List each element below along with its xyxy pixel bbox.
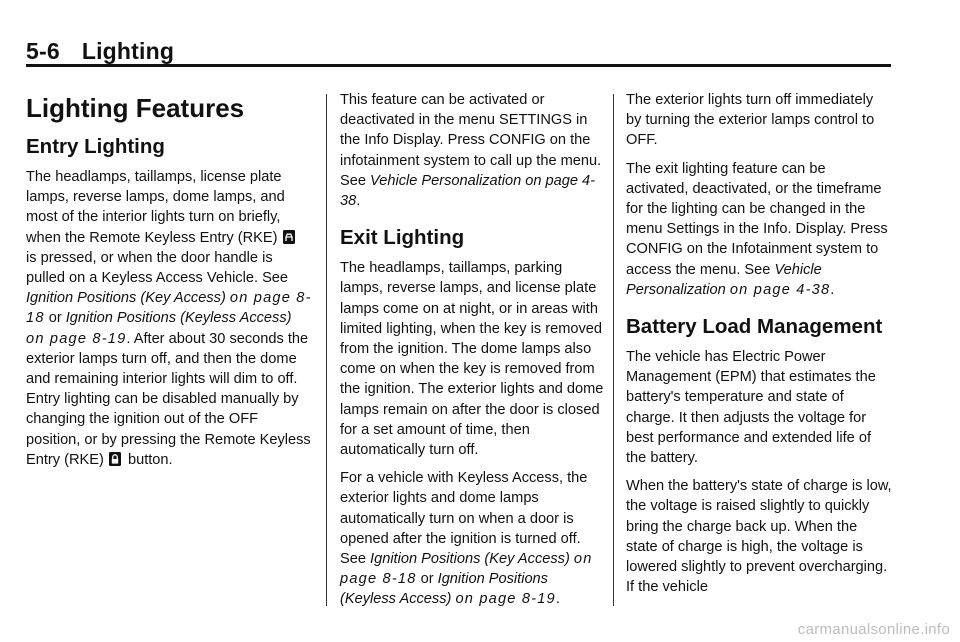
charge-paragraph: When the battery's state of charge is low, the voltage is raised slightly to quickly bring the charge back up. When the state of charge is high, the voltage is lowered slightly to prevent overcharging. If the vehicle [626, 478, 892, 596]
exterior-off-paragraph: The exterior lights turn off immediately by turning the exterior lamps control to OFF. [626, 92, 875, 149]
battery-load-heading: Battery Load Management [626, 315, 883, 339]
epm-paragraph: The vehicle has Electric Power Management (EPM) that estimates the battery's temperature and state of charge. It then adjusts the voltage for best performance and extended life of the battery. [626, 349, 876, 467]
link-page-8-18[interactable]: on page 8-18 [26, 290, 312, 327]
padlock-icon [109, 452, 121, 466]
entry-lighting-paragraph [26, 167, 312, 470]
section-title: Lighting [81, 38, 175, 64]
link-ignition-key-access-2[interactable]: Ignition Positions (Key Access) [370, 551, 570, 568]
period-2: . [555, 591, 560, 608]
period: . [356, 193, 361, 210]
keyless-paragraph [340, 468, 604, 609]
period-3: . [830, 281, 835, 298]
link-page-8-18-2[interactable]: on page 8-18 [340, 551, 593, 588]
link-vehicle-personalization-2[interactable]: Vehicle Personalization [626, 261, 822, 298]
column-2 [340, 86, 604, 618]
link-page-4-38[interactable]: on page 4-38 [729, 281, 831, 298]
exit-feature-text: The exit lighting feature can be activated, deactivated, or the timeframe for the lighting can be changed in the menu Settings in the Info. Display. Press CONFIG on the Infotainment system to access the menu. See [626, 160, 888, 278]
link-ignition-key-access[interactable]: Ignition Positions (Key Access) [26, 290, 226, 307]
link-ignition-keyless-access-2[interactable]: Ignition Positions (Keyless Access) [340, 571, 548, 608]
column-3 [626, 86, 892, 605]
exit-feature-paragraph [626, 159, 892, 300]
link-page-8-19[interactable]: on page 8-19 [26, 330, 127, 347]
exit-lighting-paragraph: The headlamps, taillamps, parking lamps, reverse lamps, and license plate lamps come on at night, or in areas with limited lighting, when the key is removed from the ignition. The dome lamps also come on when the key is removed from the ignition. The exterior lights and dome lamps remain on after the door is closed for a set amount of time, then automatically turn off. [340, 260, 604, 459]
link-page-8-19-2[interactable]: on page 8-19 [455, 591, 556, 608]
entry-text-d: button. [127, 451, 173, 468]
exit-lighting-heading: Exit Lighting [340, 226, 465, 250]
link-vehicle-personalization[interactable]: Vehicle Personalization on page 4-38 [340, 172, 596, 210]
car-unlock-icon [283, 230, 295, 244]
page-number: 5-6 [26, 38, 60, 64]
keyless-text: For a vehicle with Keyless Access, the exterior lights and dome lamps automatically turn on when a door is opened after the ignition is turned off. See [340, 470, 588, 568]
link-ignition-keyless-access[interactable]: Ignition Positions (Keyless Access) [65, 310, 292, 327]
page-title: Lighting Features [26, 93, 245, 123]
column-divider-1 [326, 94, 327, 606]
settings-text: This feature can be activated or deactivated in the menu SETTINGS in the Info Display. Press CONFIG on the infotainment system to call up the menu. See [340, 92, 602, 189]
entry-lighting-heading: Entry Lighting [26, 135, 165, 158]
header-rule [26, 64, 891, 67]
entry-text-b: is pressed, or when the door handle is pulled on a Keyless Access Vehicle. See [26, 249, 289, 287]
entry-text-a: The headlamps, taillamps, license plate lamps, reverse lamps, dome lamps, and most of the interior lights turn on briefly, when the Remote Keyless Entry (RKE) [26, 169, 285, 246]
page-header [26, 38, 174, 65]
column-divider-2 [613, 94, 614, 606]
watermark: carmanualsonline.info [797, 621, 950, 638]
settings-paragraph [340, 90, 604, 211]
or-text-2: or [420, 571, 434, 588]
column-1 [26, 86, 312, 478]
or-text: or [48, 310, 62, 327]
entry-text-c: . After about 30 seconds the exterior lamps turn off, and then the dome and remaining interior lights will dim to off. Entry lighting can be disabled manually by changing the ignition out of the OFF position, or by pressing the Remote Keyless Entry (RKE) [26, 330, 311, 468]
